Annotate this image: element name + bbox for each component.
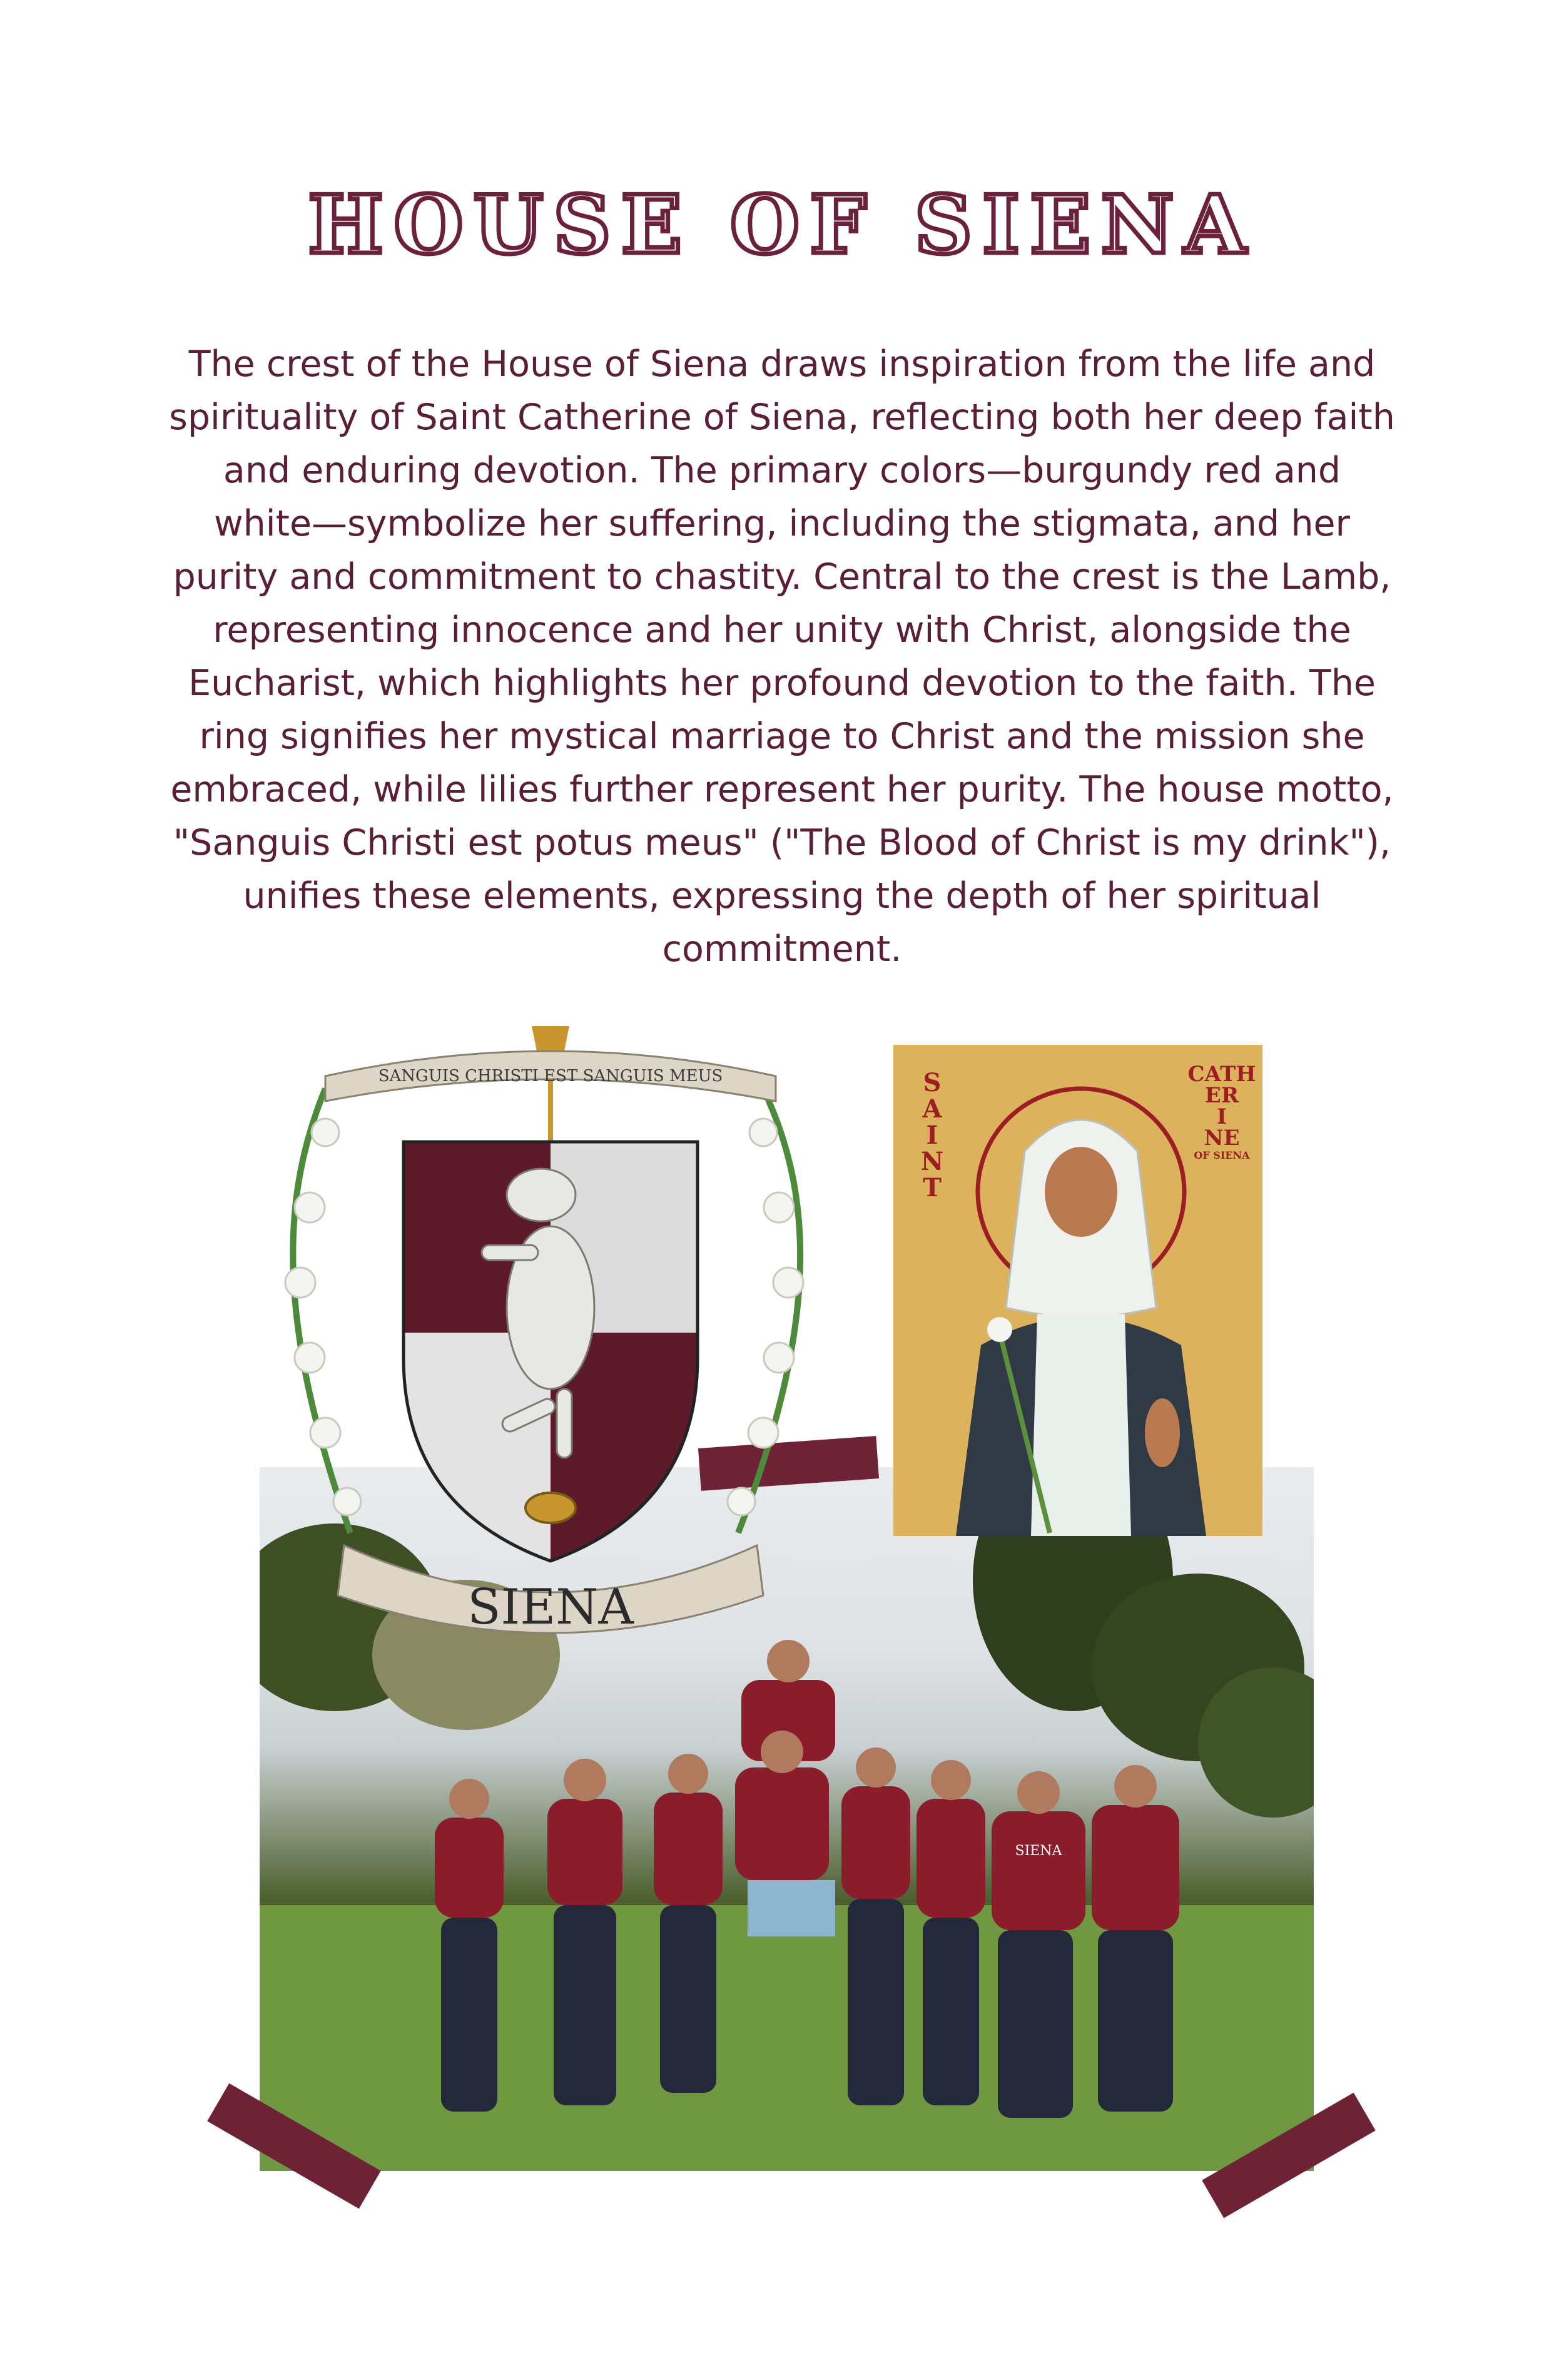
motto-banner-text: SANGUIS CHRISTI EST SANGUIS MEUS <box>378 1067 723 1086</box>
house-crest <box>275 1007 826 1652</box>
icon-right-letters: CATH ER I NE OF SIENA <box>1187 1062 1256 1161</box>
saint-catherine-icon-image <box>893 1045 1262 1536</box>
crest-description: The crest of the House of Siena draws inspiration from the life and spirituality of Saint Catherine of Siena, reflecting both her deep faith and enduring devotion. The primary colors—burgundy red and white—symbolize her suffering, including the stigmata, and her purity and commitment to chastity. Central to the crest is the Lamb, representing innocence and her unity with Christ, alongside the Eucharist, which highlights her profound devotion to the faith. The ring signifies her mystical marriage to Christ and the mission she embraced, while lilies further represent her purity. The house motto, "Sanguis Christi est potus meus" ("The Blood of Christ is my drink"), unifies these elements, expressing the depth of her spiritual commitment. <box>169 343 1395 970</box>
name-banner-text: SIENA <box>467 1579 634 1635</box>
icon-left-letters: SAINT <box>920 1068 944 1203</box>
page-title: HOUSE OF SIENA <box>308 178 1256 272</box>
shirt-label: SIENA <box>1015 1843 1062 1859</box>
